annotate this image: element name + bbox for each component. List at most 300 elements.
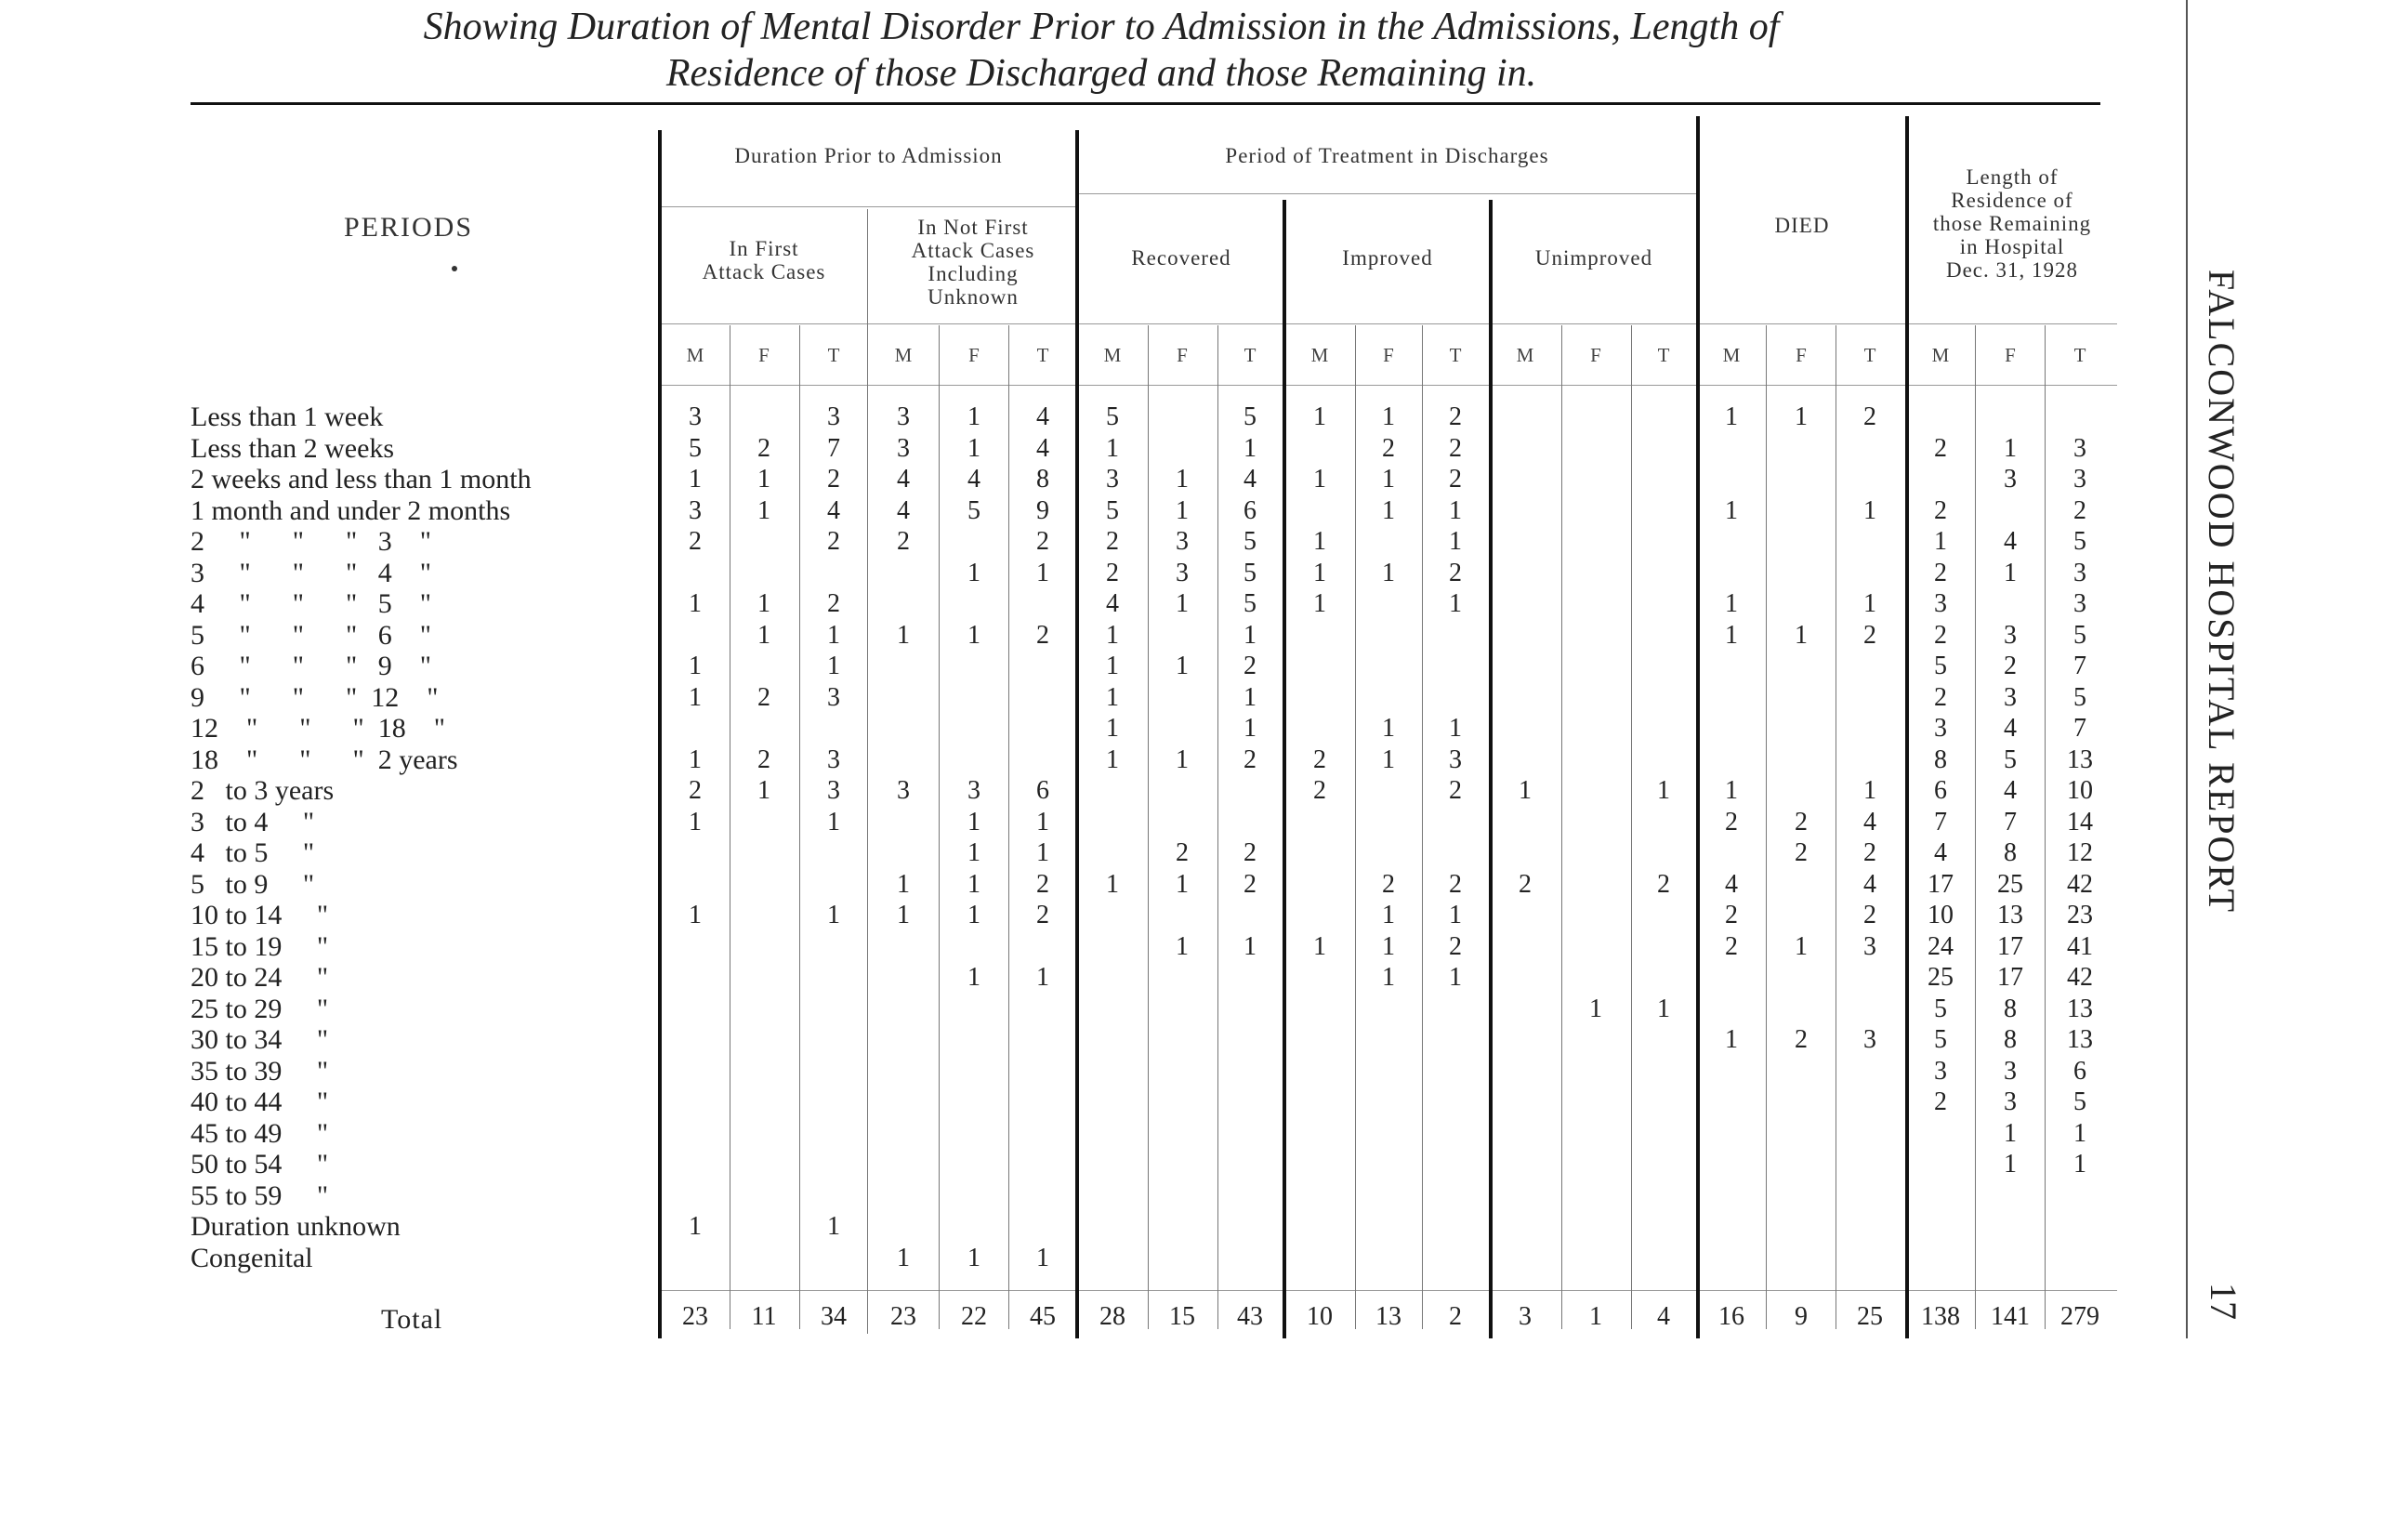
table-cell: 2 [1036, 869, 1049, 899]
mft-label: M [686, 344, 704, 366]
table-cell: 4 [2004, 527, 2017, 556]
table-cell: 1 [1106, 652, 1119, 680]
total-cell: 16 [1718, 1302, 1744, 1331]
table-cell: 1 [1725, 402, 1738, 431]
table-cell: 2 [1449, 869, 1462, 899]
table-cell: 4 [1243, 465, 1257, 494]
table-cell: 3 [1176, 527, 1189, 556]
table-cell: 1 [1382, 465, 1395, 494]
total-cell: 28 [1099, 1302, 1125, 1331]
table-cell: 1 [1176, 589, 1189, 618]
not-first-attack-header: In Not First Attack Cases Including Unknown [911, 216, 1035, 309]
table-cell: 6 [1934, 776, 1947, 805]
table-cell: 3 [897, 776, 910, 805]
row-label: 2 " " " 3 " [191, 526, 431, 557]
total-cell: 34 [821, 1302, 847, 1331]
table-cell: 1 [967, 433, 980, 463]
table-cell: 3 [689, 495, 702, 525]
row-label: Less than 1 week [191, 402, 384, 432]
mft-label: T [1863, 344, 1876, 366]
total-cell: 43 [1237, 1302, 1263, 1331]
table-cell: 2 [1725, 901, 1738, 929]
table-cell: 1 [967, 402, 980, 431]
table-cell: 4 [1934, 838, 1947, 867]
table-cell: 6 [1036, 776, 1049, 805]
table-title [186, 4, 2017, 97]
duration-prior-header: Duration Prior to Admission [734, 144, 1003, 167]
mft-label: T [827, 344, 840, 366]
table-cell: 1 [689, 465, 702, 494]
table-cell: 2 [1243, 838, 1257, 867]
total-cell: 279 [2060, 1302, 2099, 1331]
table-cell: 2 [1449, 402, 1462, 431]
table-cell: 14 [2067, 807, 2093, 837]
vrule-0 [658, 130, 662, 1338]
table-cell: 1 [1657, 994, 1670, 1023]
table-cell: 1 [1176, 495, 1189, 525]
table-cell: 1 [827, 901, 840, 929]
table-cell: 1 [757, 589, 770, 618]
table-cell: 1 [1382, 495, 1395, 525]
table-cell: 3 [1176, 558, 1189, 587]
period-treatment-header: Period of Treatment in Discharges [1225, 144, 1549, 167]
table-cell: 1 [1176, 465, 1189, 494]
table-cell: 2 [1795, 838, 1808, 867]
table-cell: 3 [1934, 1056, 1947, 1086]
table-cell: 3 [2073, 465, 2086, 494]
table-cell: 1 [897, 620, 910, 650]
total-cell: 141 [1991, 1302, 2030, 1331]
side-title-text: FALCONWOOD HOSPITAL REPORT [2201, 270, 2243, 915]
row-label: 5 " " " 6 " [191, 619, 431, 651]
table-cell: 1 [1106, 714, 1119, 743]
table-cell: 1 [757, 620, 770, 650]
table-cell: 2 [1243, 652, 1257, 680]
table-cell: 1 [757, 465, 770, 494]
table-cell: 8 [2004, 994, 2017, 1023]
mft-label: F [1383, 344, 1394, 366]
table-cell: 2 [1934, 495, 1947, 525]
periods-header: PERIODS [344, 212, 474, 243]
table-cell: 3 [689, 402, 702, 431]
table-cell: 3 [1934, 589, 1947, 618]
header-rule-mft [662, 385, 2117, 386]
table-cell: 2 [2073, 495, 2086, 525]
table-cell: 1 [827, 807, 840, 837]
mft-label: T [1449, 344, 1462, 366]
mft-label: F [1590, 344, 1601, 366]
vrule-9 [1283, 200, 1286, 1338]
table-cell: 1 [1176, 931, 1189, 961]
table-cell: 5 [2073, 620, 2086, 650]
table-cell: 4 [897, 495, 910, 525]
title-line-1: Showing Duration of Mental Disorder Prior to Admission in the Admissions, Length of [423, 6, 1780, 48]
row-label: 5 to 9 " [191, 868, 315, 900]
table-cell: 2 [1519, 869, 1532, 899]
mft-label: M [1931, 344, 1950, 366]
vrule-8 [1217, 325, 1218, 1329]
total-label: Total [381, 1304, 443, 1335]
table-cell: 2 [1934, 558, 1947, 587]
table-cell: 17 [1928, 869, 1954, 899]
table-cell: 3 [897, 402, 910, 431]
table-cell: 17 [1997, 963, 2023, 992]
table-cell: 13 [1997, 901, 2023, 929]
table-cell: 1 [689, 901, 702, 929]
table-cell: 1 [689, 744, 702, 774]
table-cell: 7 [827, 433, 840, 463]
table-cell: 1 [1449, 495, 1462, 525]
table-cell: 2 [1657, 869, 1670, 899]
table-cell: 1 [1382, 901, 1395, 929]
table-cell: 2 [1036, 527, 1049, 556]
table-cell: 42 [2067, 869, 2093, 899]
table-cell: 5 [1934, 1025, 1947, 1054]
table-cell: 1 [967, 963, 980, 992]
table-cell: 42 [2067, 963, 2093, 992]
total-cell: 138 [1921, 1302, 1960, 1331]
table-cell: 4 [1036, 433, 1049, 463]
row-label: 2 weeks and less than 1 month [191, 464, 532, 494]
table-cell: 7 [2073, 652, 2086, 680]
table-cell: 5 [2073, 682, 2086, 712]
table-cell: 6 [2073, 1056, 2086, 1086]
table-cell: 1 [1725, 589, 1738, 618]
total-cell: 23 [682, 1302, 708, 1331]
row-label: 20 to 24 " [191, 962, 329, 993]
table-cell: 2 [1934, 433, 1947, 463]
page-number-text: 17 [2203, 1283, 2244, 1320]
mft-label: T [1657, 344, 1670, 366]
table-cell: 1 [1243, 620, 1257, 650]
row-label: 15 to 19 " [191, 930, 329, 962]
table-cell: 1 [827, 1212, 840, 1241]
table-cell: 6 [1243, 495, 1257, 525]
unimproved-header: Unimproved [1534, 246, 1653, 270]
table-cell: 3 [2004, 1056, 2017, 1086]
table-cell: 1 [1449, 527, 1462, 556]
total-cell: 3 [1519, 1302, 1532, 1331]
table-cell: 1 [1519, 776, 1532, 805]
table-cell: 3 [2004, 620, 2017, 650]
table-cell: 1 [757, 495, 770, 525]
header-rule-subgroups [662, 323, 2117, 324]
table-cell: 2 [1725, 807, 1738, 837]
row-label: 12 " " " 18 " [191, 713, 445, 744]
table-cell: 2 [1863, 901, 1876, 929]
header-rule-treatment [1078, 193, 1696, 194]
table-cell: 5 [689, 433, 702, 463]
table-cell: 17 [1997, 931, 2023, 961]
table-cell: 1 [1725, 620, 1738, 650]
table-cell: 2 [689, 776, 702, 805]
table-cell: 9 [1036, 495, 1049, 525]
vrule-20 [2045, 325, 2046, 1329]
table-cell: 1 [1382, 963, 1395, 992]
mft-label: M [894, 344, 913, 366]
row-label: 25 to 29 " [191, 993, 329, 1024]
table-cell: 1 [1795, 931, 1808, 961]
table-cell: 1 [1449, 963, 1462, 992]
table-cell: 13 [2067, 744, 2093, 774]
table-cell: 10 [2067, 776, 2093, 805]
table-cell: 2 [1725, 931, 1738, 961]
row-label: 30 to 34 " [191, 1024, 329, 1055]
table-cell: 7 [2073, 714, 2086, 743]
vrule-5 [1008, 325, 1009, 1329]
table-cell: 3 [2004, 1087, 2017, 1116]
table-cell: 1 [897, 869, 910, 899]
table-cell: 2 [757, 433, 770, 463]
table-cell: 25 [1997, 869, 2023, 899]
vrule-6 [1075, 130, 1079, 1338]
row-label: Duration unknown [191, 1211, 401, 1242]
table-cell: 1 [827, 652, 840, 680]
table-cell: 1 [1449, 714, 1462, 743]
table-cell: 2 [1036, 901, 1049, 929]
table-cell: 1 [1176, 869, 1189, 899]
table-cell: 24 [1928, 931, 1954, 961]
row-label: Less than 2 weeks [191, 432, 395, 464]
table-cell: 1 [1106, 433, 1119, 463]
table-cell: 1 [897, 1243, 910, 1272]
table-cell: 2 [827, 527, 840, 556]
table-cell: 4 [967, 465, 980, 494]
length-residence-header: Length of Residence of those Remaining in Hospital Dec. 31, 1928 [1932, 165, 2092, 282]
table-cell: 5 [2073, 527, 2086, 556]
table-cell: 1 [1243, 931, 1257, 961]
header-rule-duration [662, 206, 1075, 207]
table-cell: 1 [1036, 807, 1049, 837]
table-cell: 3 [1106, 465, 1119, 494]
mft-label: M [1103, 344, 1122, 366]
table-cell: 4 [1036, 402, 1049, 431]
table-cell: 2 [1449, 776, 1462, 805]
table-cell: 1 [1106, 869, 1119, 899]
table-cell: 2 [1106, 558, 1119, 587]
table-cell: 4 [2004, 714, 2017, 743]
table-cell: 3 [1863, 931, 1876, 961]
vrule-19 [1975, 325, 1976, 1329]
table-cell: 3 [1449, 744, 1462, 774]
table-cell: 1 [1313, 527, 1326, 556]
table-cell: 2 [1863, 838, 1876, 867]
row-label: 55 to 59 " [191, 1179, 329, 1211]
table-cell: 1 [1863, 776, 1876, 805]
vrule-14 [1631, 325, 1632, 1329]
table-cell: 1 [1657, 776, 1670, 805]
vrule-7 [1148, 325, 1149, 1329]
table-cell: 5 [1106, 495, 1119, 525]
mft-label: F [1796, 344, 1807, 366]
table-cell: 3 [2004, 682, 2017, 712]
vrule-2 [799, 325, 800, 1329]
table-cell: 1 [1313, 558, 1326, 587]
table-cell: 1 [1863, 589, 1876, 618]
table-cell: 1 [1795, 620, 1808, 650]
table-cell: 3 [2073, 433, 2086, 463]
mft-label: M [1310, 344, 1329, 366]
total-cell: 22 [961, 1302, 987, 1331]
bullet-mark [452, 266, 457, 271]
table-cell: 1 [2004, 1118, 2017, 1148]
table-cell: 1 [967, 620, 980, 650]
recovered-header: Recovered [1131, 246, 1231, 270]
row-label: 6 " " " 9 " [191, 651, 431, 681]
table-cell: 2 [1863, 402, 1876, 431]
table-cell: 1 [1725, 495, 1738, 525]
table-cell: 1 [897, 901, 910, 929]
total-rule [662, 1290, 2117, 1291]
table-cell: 3 [967, 776, 980, 805]
table-cell: 7 [1934, 807, 1947, 837]
table-cell: 1 [1106, 744, 1119, 774]
total-cell: 25 [1857, 1302, 1883, 1331]
table-cell: 23 [2067, 901, 2093, 929]
row-label: 3 to 4 " [191, 806, 315, 837]
table-cell: 1 [1243, 433, 1257, 463]
title-line-2: Residence of those Discharged and those Remaining in. [665, 52, 1537, 95]
table-cell: 2 [1863, 620, 1876, 650]
row-label: 45 to 49 " [191, 1117, 329, 1149]
table-cell: 8 [1934, 744, 1947, 774]
table-cell: 1 [689, 807, 702, 837]
table-cell: 5 [1106, 402, 1119, 431]
table-cell: 2 [1382, 433, 1395, 463]
mft-label: F [1177, 344, 1188, 366]
table-cell: 2 [1934, 682, 1947, 712]
table-cell: 2 [1449, 931, 1462, 961]
total-cell: 4 [1657, 1302, 1670, 1331]
total-cell: 13 [1375, 1302, 1401, 1331]
table-cell: 2 [1176, 838, 1189, 867]
total-cell: 23 [890, 1302, 916, 1331]
table-cell: 2 [1106, 527, 1119, 556]
table-cell: 8 [2004, 1025, 2017, 1054]
table-cell: 1 [1176, 744, 1189, 774]
page-number [2203, 1283, 2247, 1338]
mft-label: F [2005, 344, 2016, 366]
row-label: 2 to 3 years [191, 775, 335, 806]
table-cell: 2 [1795, 1025, 1808, 1054]
table-cell: 2 [1449, 558, 1462, 587]
table-cell: 2 [1243, 744, 1257, 774]
table-cell: 1 [967, 558, 980, 587]
table-cell: 5 [1934, 994, 1947, 1023]
vrule-12 [1489, 200, 1493, 1338]
table-cell: 1 [967, 901, 980, 929]
side-title [2201, 270, 2245, 1013]
mft-label: T [1243, 344, 1257, 366]
table-cell: 3 [827, 402, 840, 431]
table-cell: 4 [1106, 589, 1119, 618]
mft-label: T [2073, 344, 2086, 366]
table-cell: 3 [2073, 589, 2086, 618]
table-cell: 3 [2073, 558, 2086, 587]
table-cell: 1 [967, 869, 980, 899]
margin-rule [2186, 0, 2188, 1338]
table-cell: 1 [689, 652, 702, 680]
table-cell: 2 [757, 744, 770, 774]
table-cell: 1 [1106, 620, 1119, 650]
vrule-13 [1561, 325, 1562, 1329]
table-cell: 4 [897, 465, 910, 494]
table-cell: 2 [1313, 776, 1326, 805]
table-cell: 5 [1243, 558, 1257, 587]
table-cell: 1 [1725, 1025, 1738, 1054]
table-cell: 4 [827, 495, 840, 525]
table-cell: 1 [757, 776, 770, 805]
table-cell: 13 [2067, 1025, 2093, 1054]
table-cell: 8 [1036, 465, 1049, 494]
table-cell: 2 [1795, 807, 1808, 837]
vrule-16 [1766, 325, 1767, 1329]
table-cell: 2 [1934, 1087, 1947, 1116]
table-cell: 1 [2073, 1118, 2086, 1148]
table-cell: 12 [2067, 838, 2093, 867]
table-cell: 25 [1928, 963, 1954, 992]
table-cell: 5 [1934, 652, 1947, 680]
mft-label: M [1516, 344, 1534, 366]
table-cell: 2 [827, 589, 840, 618]
total-cell: 15 [1169, 1302, 1195, 1331]
table-cell: 5 [1243, 589, 1257, 618]
total-cell: 9 [1795, 1302, 1808, 1331]
table-cell: 1 [1313, 931, 1326, 961]
table-cell: 4 [1725, 869, 1738, 899]
table-cell: 1 [827, 620, 840, 650]
vrule-4 [939, 325, 940, 1329]
table-cell: 1 [2073, 1150, 2086, 1179]
total-cell: 11 [751, 1302, 777, 1331]
table-cell: 2 [1313, 744, 1326, 774]
table-cell: 2 [757, 682, 770, 712]
table-cell: 2 [1449, 433, 1462, 463]
table-cell: 7 [2004, 807, 2017, 837]
vrule-10 [1355, 325, 1356, 1329]
table-cell: 5 [2004, 744, 2017, 774]
table-cell: 5 [967, 495, 980, 525]
table-cell: 2 [897, 527, 910, 556]
table-cell: 2 [1243, 869, 1257, 899]
table-cell: 1 [1449, 589, 1462, 618]
row-label: 50 to 54 " [191, 1149, 329, 1179]
table-cell: 3 [897, 433, 910, 463]
row-label: 9 " " " 12 " [191, 681, 439, 713]
top-rule [191, 102, 2100, 105]
table-cell: 4 [2004, 776, 2017, 805]
table-cell: 3 [827, 776, 840, 805]
improved-header: Improved [1342, 246, 1433, 270]
row-label: Congenital [191, 1242, 313, 1273]
table-cell: 4 [1863, 807, 1876, 837]
table-cell: 1 [1313, 465, 1326, 494]
table-cell: 1 [689, 1212, 702, 1241]
table-cell: 1 [967, 807, 980, 837]
table-cell: 1 [689, 682, 702, 712]
row-label: 40 to 44 " [191, 1087, 329, 1117]
table-cell: 1 [1036, 558, 1049, 587]
table-cell: 2 [827, 465, 840, 494]
table-cell: 1 [1863, 495, 1876, 525]
table-cell: 1 [1382, 714, 1395, 743]
table-cell: 3 [827, 744, 840, 774]
vrule-3 [867, 209, 868, 1334]
table-cell: 41 [2067, 931, 2093, 961]
table-cell: 1 [1313, 589, 1326, 618]
row-label: 4 " " " 5 " [191, 588, 431, 619]
row-label: 35 to 39 " [191, 1055, 329, 1087]
